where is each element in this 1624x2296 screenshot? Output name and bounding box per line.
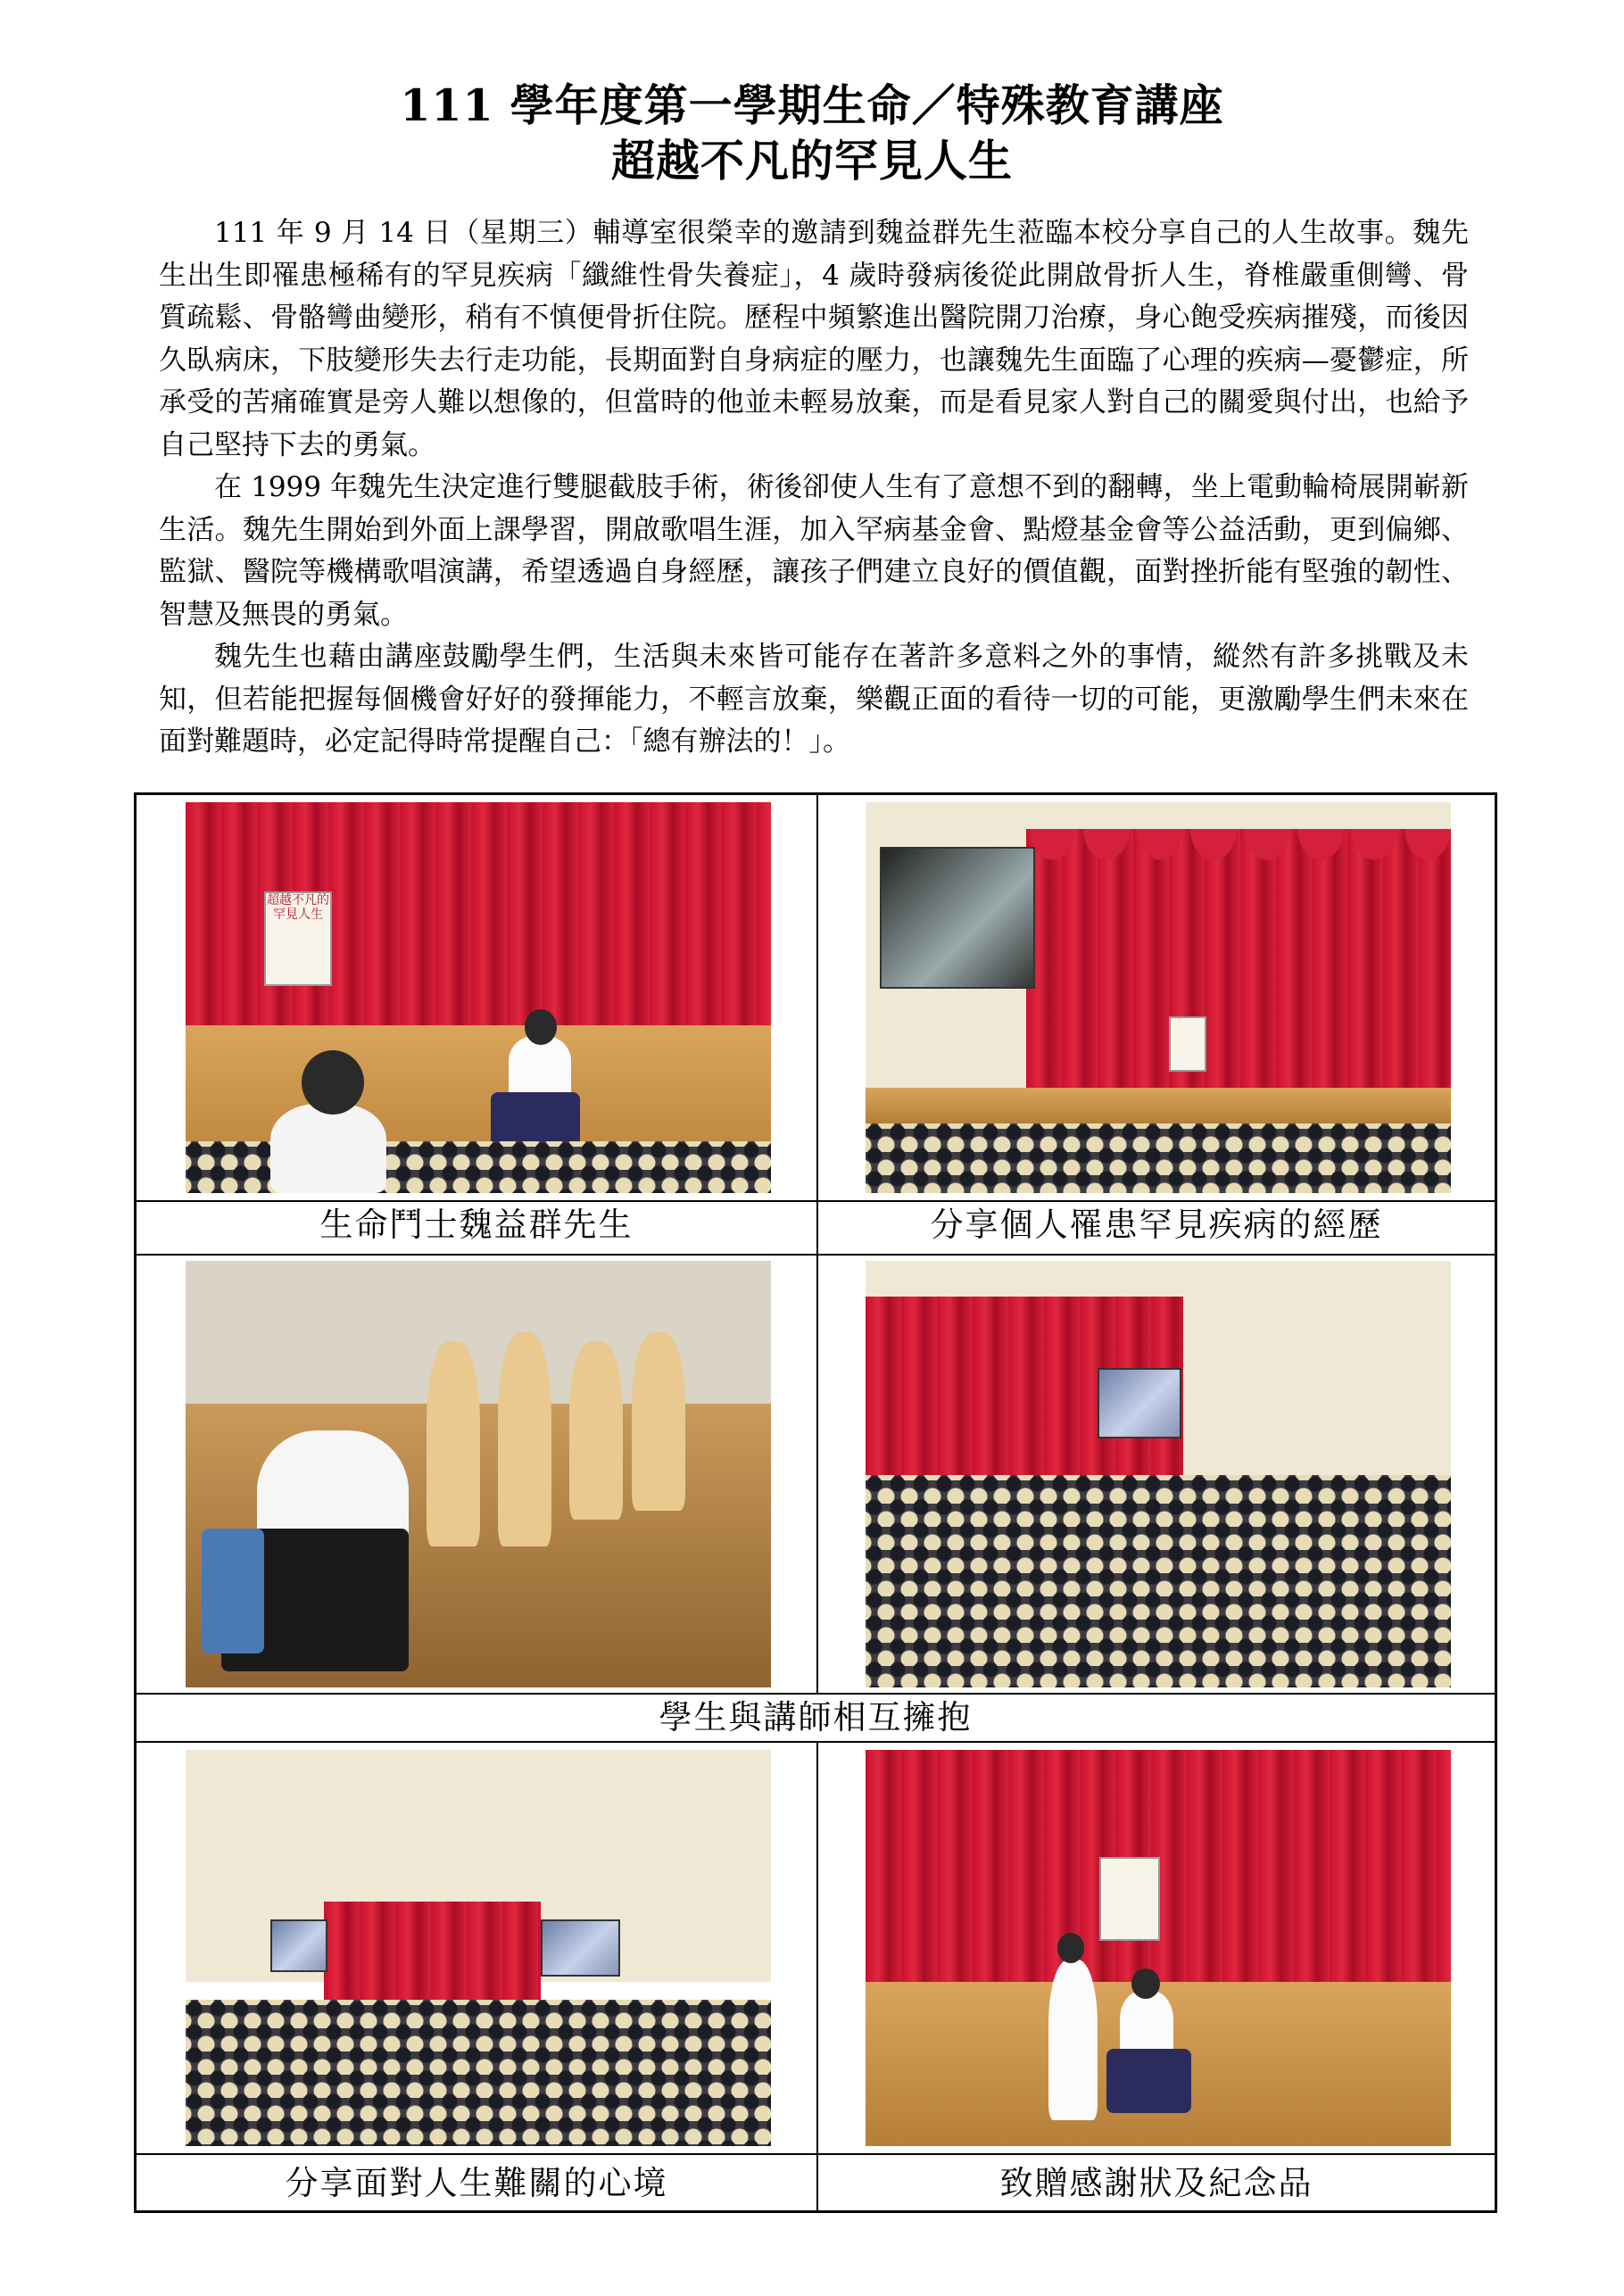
- caption-row1-right: 分享個人罹患罕見疾病的經歷: [930, 1206, 1383, 1244]
- photo-certificate-presentation: [866, 1750, 1451, 2146]
- grid-divider: [816, 1743, 818, 2210]
- grid-divider: [137, 1741, 1495, 1743]
- event-signboard: 超越不凡的罕見人生: [264, 891, 332, 986]
- caption-row3-left: 分享面對人生難關的心境: [285, 2164, 668, 2202]
- paragraph-3: 魏先生也藉由講座鼓勵學生們，生活與未來皆可能存在著許多意料之外的事情，縱然有許多挑戰及未知，但若能把握每個機會好好的發揮能力，不輕言放棄，樂觀正面的看待一切的可能，更激勵學生們未來在面對難題時，必定記得時常提醒自己：「總有辦法的！」。: [159, 641, 1469, 758]
- page-title: 111 學年度第一學期生命／特殊教育講座: [400, 79, 1224, 131]
- photo-students-hugging: [186, 1261, 771, 1687]
- photo-seated-crowd: [866, 1261, 1451, 1687]
- article-body: [159, 212, 1469, 764]
- paragraph-1: 111 年 9 月 14 日（星期三）輔導室很榮幸的邀請到魏益群先生蒞臨本校分享自己的人生故事。魏先生出生即罹患極稀有的罕見疾病「纖維性骨失養症」，4 歲時發病後從此開啟骨折人生，脊椎嚴重側彎、骨質疏鬆、骨骼彎曲變形，稍有不慎便骨折住院。歷程中頻繁進出醫院開刀治療，身心飽受疾病摧殘，而後因久臥病床，下肢變形失去行走功能，長期面對自身病症的壓力，也讓魏先生面臨了心理的疾病—憂鬱症，所承受的苦痛確實是旁人難以想像的，但當時的他並未輕易放棄，而是看見家人對自己的關愛與付出，也給予自己堅持下去的勇氣。: [159, 217, 1469, 461]
- event-signboard-3: [1099, 1857, 1160, 1941]
- caption-row2: 學生與講師相互擁抱: [659, 1698, 973, 1737]
- photo-hall-overview: [186, 1750, 771, 2146]
- photo-grid: [134, 792, 1497, 2213]
- page-subtitle: 超越不凡的罕見人生: [610, 135, 1013, 186]
- event-signboard-small: [1169, 1016, 1206, 1072]
- grid-divider: [816, 1256, 818, 1693]
- photo-speaker-on-stage: [186, 802, 771, 1193]
- grid-divider: [137, 1254, 1495, 1256]
- grid-divider: [137, 2153, 1495, 2155]
- grid-divider: [816, 795, 818, 1256]
- caption-row3-right: 致贈感謝狀及紀念品: [999, 2164, 1313, 2202]
- caption-row1-left: 生命鬥士魏益群先生: [319, 1206, 634, 1244]
- paragraph-2: 在 1999 年魏先生決定進行雙腿截肢手術，術後卻使人生有了意想不到的翻轉，坐上電動輪椅展開嶄新生活。魏先生開始到外面上課學習，開啟歌唱生涯，加入罕病基金會、點燈基金會等公益活動，更到偏鄉、監獄、醫院等機構歌唱演講，希望透過自身經歷，讓孩子們建立良好的價值觀，面對挫折能有堅強的韌性、智慧及無畏的勇氣。: [159, 471, 1469, 631]
- photo-hall-projector: [866, 802, 1451, 1193]
